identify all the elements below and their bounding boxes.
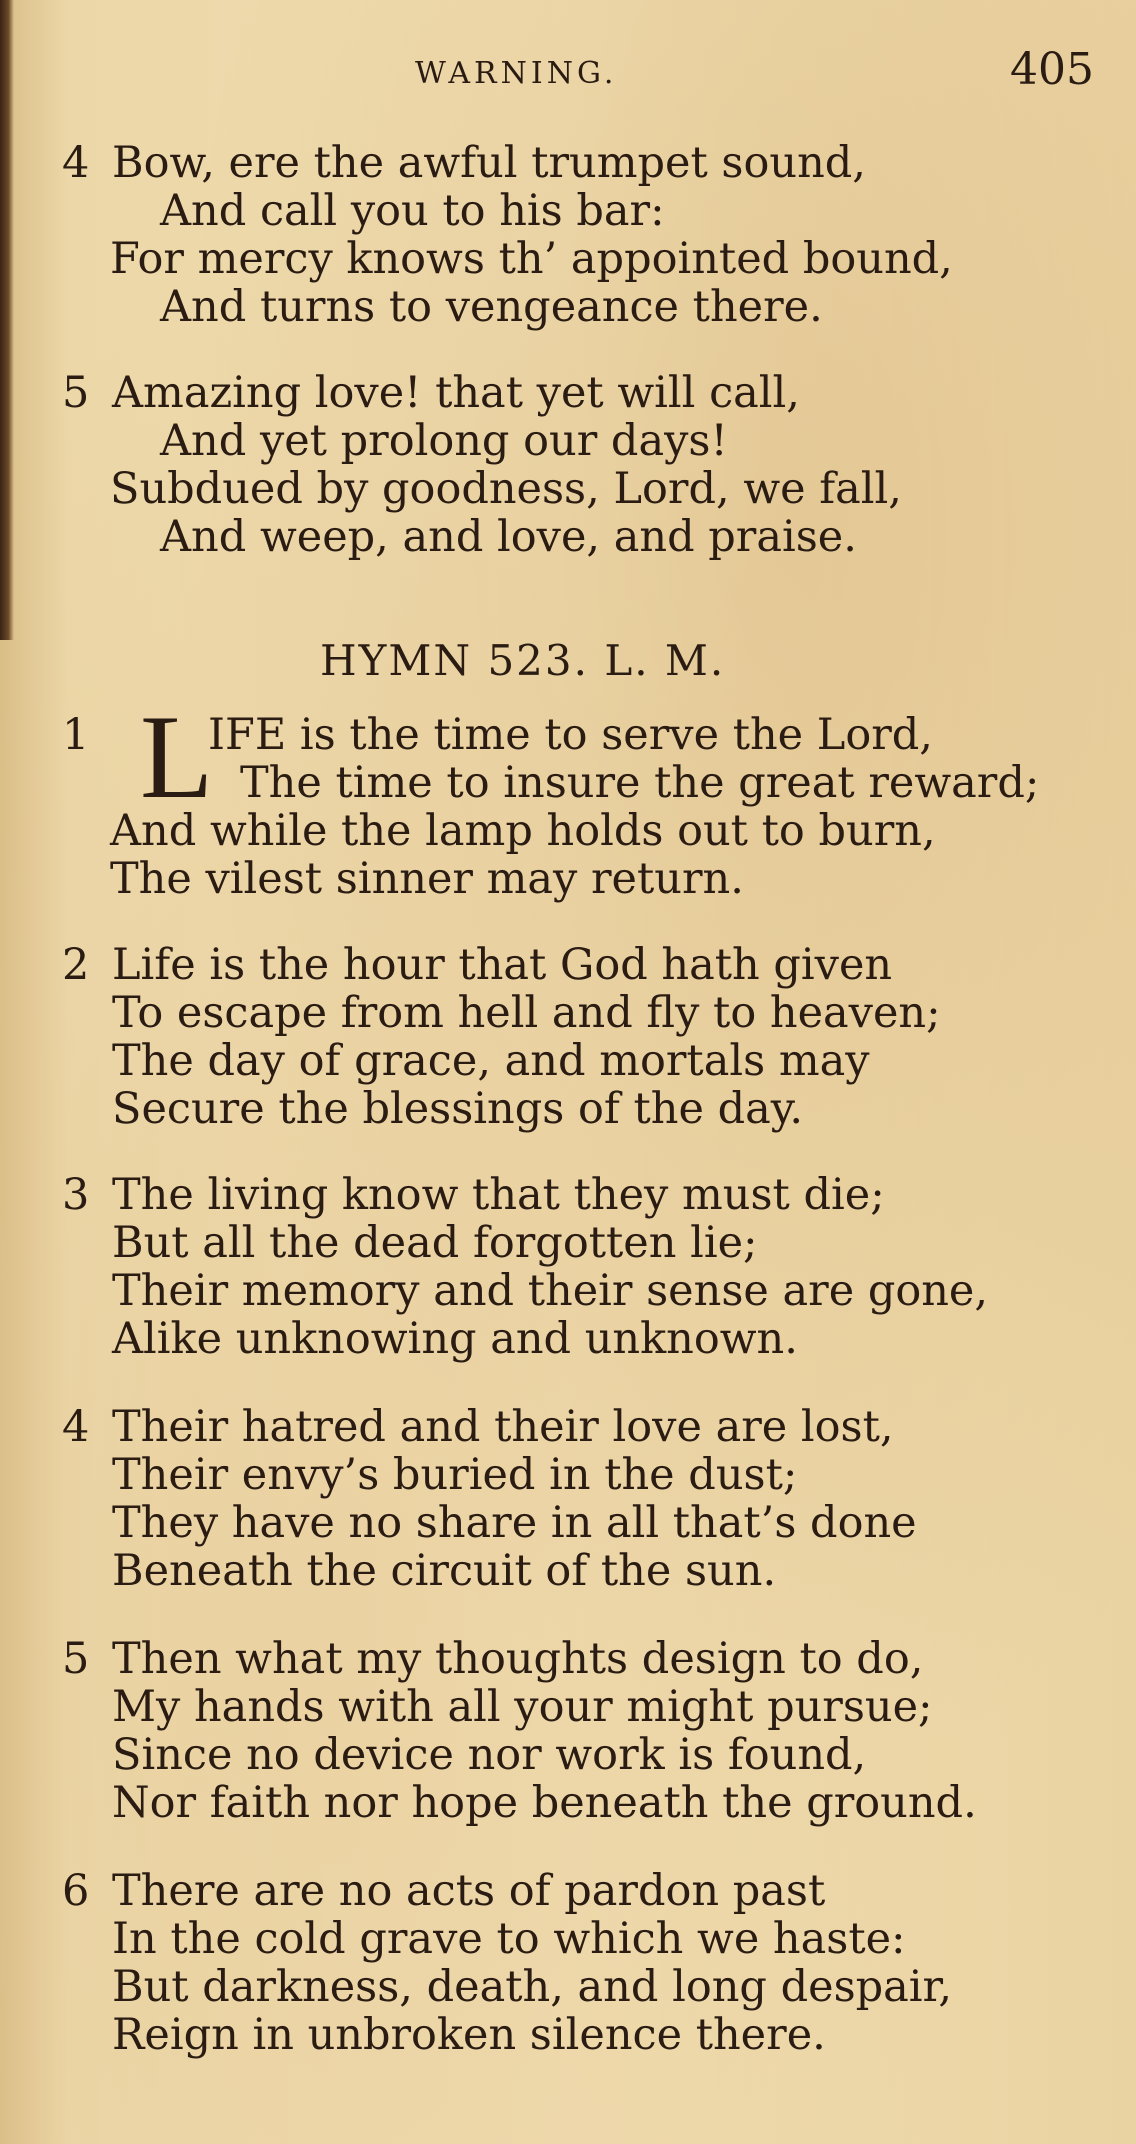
running-header-title: WARNING. xyxy=(415,56,618,91)
verse-line: Amazing love! that yet will call, xyxy=(112,368,800,418)
stanza-number: 1 xyxy=(62,710,90,760)
verse-line: Subdued by goodness, Lord, we fall, xyxy=(110,464,902,514)
verse-line: My hands with all your might pursue; xyxy=(112,1682,933,1732)
verse-line: Bow, ere the awful trumpet sound, xyxy=(112,138,866,188)
verse-line: Their hatred and their love are lost, xyxy=(112,1402,894,1452)
verse-line: And while the lamp holds out to burn, xyxy=(110,806,936,856)
verse-line: Alike unknowing and unknown. xyxy=(112,1314,798,1364)
stanza-number: 3 xyxy=(62,1170,90,1220)
verse-line: Secure the blessings of the day. xyxy=(112,1084,803,1134)
verse-line: Life is the hour that God hath given xyxy=(112,940,893,990)
verse-line: The time to insure the great reward; xyxy=(240,758,1040,808)
verse-line: The day of grace, and mortals may xyxy=(112,1036,870,1086)
page-number: 405 xyxy=(1010,44,1094,95)
verse-line: Their envy’s buried in the dust; xyxy=(112,1450,798,1500)
verse-line: Their memory and their sense are gone, xyxy=(112,1266,989,1316)
verse-line: There are no acts of pardon past xyxy=(112,1866,826,1916)
verse-line: And yet prolong our days! xyxy=(160,416,728,466)
verse-line: Nor faith nor hope beneath the ground. xyxy=(112,1778,977,1828)
verse-line: Beneath the circuit of the sun. xyxy=(112,1546,777,1596)
verse-line: The living know that they must die; xyxy=(112,1170,885,1220)
verse-line: But darkness, death, and long despair, xyxy=(112,1962,953,2012)
verse-line: And weep, and love, and praise. xyxy=(160,512,857,562)
binding-edge xyxy=(0,0,14,640)
verse-line: To escape from hell and fly to heaven; xyxy=(112,988,941,1038)
verse-line: And turns to vengeance there. xyxy=(160,282,823,332)
verse-line: Reign in unbroken silence there. xyxy=(112,2010,826,2060)
stanza-number: 5 xyxy=(62,368,90,418)
hymn-heading: HYMN 523. L. M. xyxy=(320,636,726,685)
verse-line: But all the dead forgotten lie; xyxy=(112,1218,758,1268)
verse-line: They have no share in all that’s done xyxy=(112,1498,917,1548)
stanza-number: 4 xyxy=(62,138,90,188)
drop-cap: L xyxy=(140,690,214,823)
verse-line: In the cold grave to which we haste: xyxy=(112,1914,906,1964)
verse-line: Then what my thoughts design to do, xyxy=(112,1634,924,1684)
verse-line: IFE is the time to serve the Lord, xyxy=(208,710,933,760)
verse-line: For mercy knows th’ appointed bound, xyxy=(110,234,953,284)
verse-line: And call you to his bar: xyxy=(160,186,665,236)
stanza-number: 6 xyxy=(62,1866,90,1916)
stanza-number: 5 xyxy=(62,1634,90,1684)
stanza-number: 4 xyxy=(62,1402,90,1452)
verse-line: The vilest sinner may return. xyxy=(110,854,744,904)
verse-line: Since no device nor work is found, xyxy=(112,1730,867,1780)
stanza-number: 2 xyxy=(62,940,90,990)
